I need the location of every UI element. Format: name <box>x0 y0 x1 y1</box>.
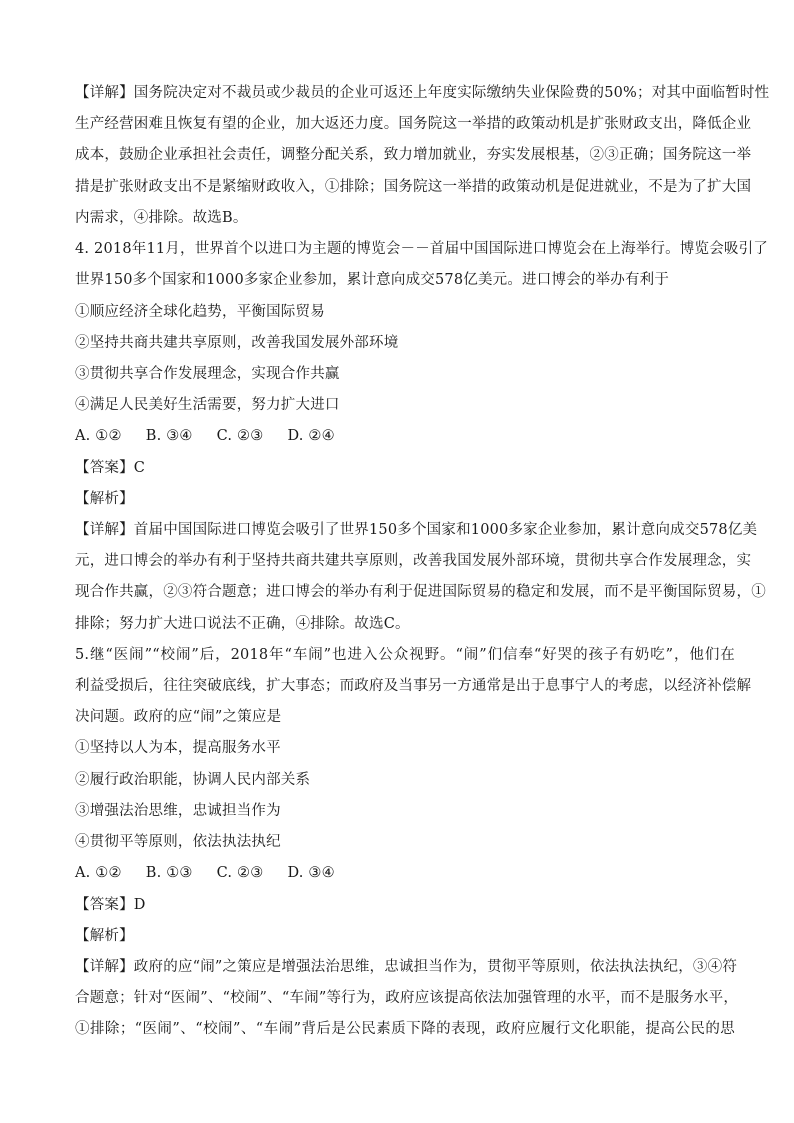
question-5-options: A. ①② B. ①③ C. ②③ D. ③④ <box>75 865 335 881</box>
explanation-line: 【详解】国务院决定对不裁员或少裁员的企业可返还上年度实际缴纳失业保险费的50%；对其中面临暂时性 <box>75 85 770 101</box>
explanation-line: 措是扩张财政支出不是紧缩财政收入，①排除；国务院这一举措的政策动机是促进就业，不是为了扩大国 <box>75 179 752 195</box>
explanation-line: ①排除；“医闹”、“校闹”、“车闹”背后是公民素质下降的表现，政府应履行文化职能，提高公民的思 <box>75 1021 735 1037</box>
explanation-line: 成本，鼓励企业承担社会责任，调整分配关系，致力增加就业，夯实发展根基，②③正确；国务院这一举 <box>75 147 752 163</box>
question-4-item: ③贯彻共享合作发展理念，实现合作共赢 <box>75 366 340 382</box>
answer-label: 【答案】C <box>75 460 146 476</box>
answer-label: 【答案】D <box>75 897 146 913</box>
question-4-options: A. ①② B. ③④ C. ②③ D. ②④ <box>75 428 335 444</box>
explanation-line: 【详解】首届中国国际进口博览会吸引了世界150多个国家和1000多家企业参加，累计意向成交578亿美 <box>75 522 758 538</box>
question-5-stem: 利益受损后，往往突破底线，扩大事态；而政府及当事另一方通常是出于息事宁人的考虑，以经济补偿解 <box>75 678 752 694</box>
question-5-item: ④贯彻平等原则，依法执法执纪 <box>75 834 281 850</box>
explanation-line: 元，进口博会的举办有利于坚持共商共建共享原则，改善我国发展外部环境，贯彻共享合作发展理念，实 <box>75 553 752 569</box>
question-5-stem: 5.继“医闹”“校闹”后，2018年“车闹”也进入公众视野。“闹”们信奉“好哭的孩子有奶吃”，他们在 <box>75 647 735 663</box>
question-4-stem: 世界150多个国家和1000多家企业参加，累计意向成交578亿美元。进口博会的举办有利于 <box>75 272 670 288</box>
question-4-item: ②坚持共商共建共享原则，改善我国发展外部环境 <box>75 335 399 351</box>
explanation-line: 【详解】政府的应“闹”之策应是增强法治思维，忠诚担当作为，贯彻平等原则，依法执法执纪，③④符 <box>75 959 738 975</box>
question-5-stem: 决问题。政府的应“闹”之策应是 <box>75 709 282 725</box>
question-5-item: ①坚持以人为本，提高服务水平 <box>75 740 281 756</box>
question-4-stem: 4. 2018年11月，世界首个以进口为主题的博览会－－首届中国国际进口博览会在上海举行。博览会吸引了 <box>75 241 768 257</box>
explanation-line: 现合作共赢，②③符合题意；进口博会的举办有利于促进国际贸易的稳定和发展，而不是平衡国际贸易，① <box>75 584 766 600</box>
analysis-label: 【解析】 <box>75 491 134 507</box>
analysis-label: 【解析】 <box>75 928 134 944</box>
explanation-line: 内需求，④排除。故选B。 <box>75 210 248 226</box>
question-5-item: ③增强法治思维，忠诚担当作为 <box>75 803 281 819</box>
explanation-line: 生产经营困难且恢复有望的企业，加大返还力度。国务院这一举措的政策动机是扩张财政支出，降低企业 <box>75 116 752 132</box>
explanation-line: 合题意；针对“医闹”、“校闹”、“车闹”等行为，政府应该提高依法加强管理的水平，而不是服务水平， <box>75 990 739 1006</box>
question-4-item: ④满足人民美好生活需要，努力扩大进口 <box>75 397 340 413</box>
explanation-line: 排除；努力扩大进口说法不正确，④排除。故选C。 <box>75 616 410 632</box>
question-4-item: ①顺应经济全球化趋势，平衡国际贸易 <box>75 304 325 320</box>
question-5-item: ②履行政治职能，协调人民内部关系 <box>75 772 311 788</box>
